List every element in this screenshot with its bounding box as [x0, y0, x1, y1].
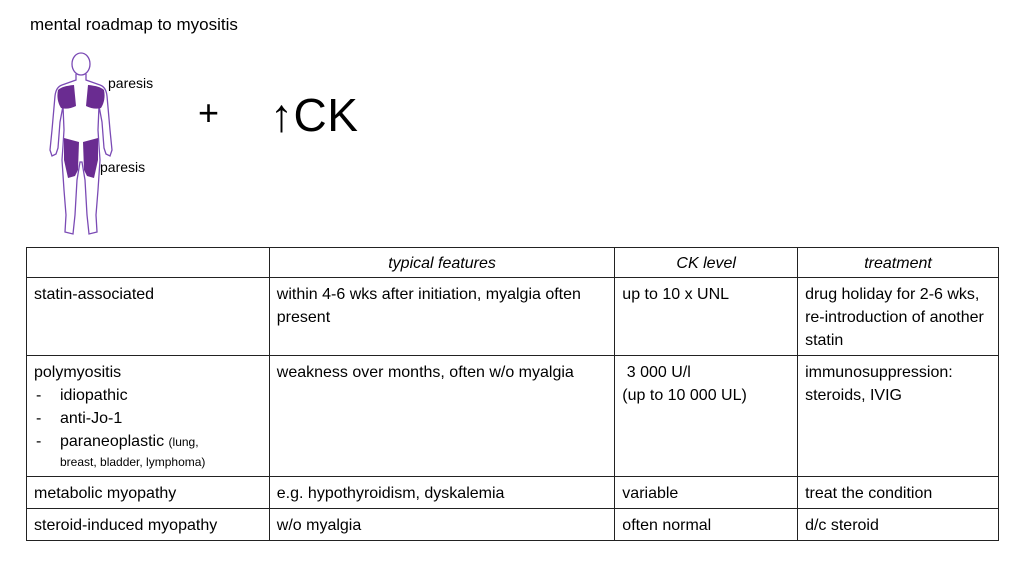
cell-treatment: d/c steroid: [798, 509, 999, 541]
paresis-label-upper: paresis: [108, 75, 154, 91]
slide-title: mental roadmap to myositis: [30, 15, 238, 34]
human-body-figure: [46, 50, 116, 240]
cell-ck: up to 10 x UNL: [615, 278, 798, 356]
header-treatment: treatment: [798, 248, 999, 278]
list-item: - paraneoplastic (lung, breast, bladder, lymphoma): [36, 433, 206, 469]
plus-sign: +: [198, 92, 220, 133]
cell-features: within 4-6 wks after initiation, myalgia often present: [269, 278, 615, 356]
cell-condition: metabolic myopathy: [27, 477, 270, 509]
cell-treatment: drug holiday for 2-6 wks, re-introduction of another statin: [798, 278, 999, 356]
cell-ck: 3 000 U/l (up to 10 000 UL): [615, 356, 798, 477]
ck-elevated-label: ↑CK: [270, 89, 359, 141]
list-item: - idiopathic: [36, 387, 128, 404]
table-header-row: [27, 248, 999, 278]
thigh-muscle-left: [64, 138, 79, 178]
header-empty: [27, 248, 270, 278]
cell-treatment: treat the condition: [798, 477, 999, 509]
cell-treatment: immunosuppression: steroids, IVIG: [798, 356, 999, 477]
header-ck-level: CK level: [615, 248, 798, 278]
cell-features: w/o myalgia: [269, 509, 615, 541]
condition-name: polymyositis: [34, 364, 122, 381]
body-outline-icon: [46, 50, 116, 240]
table-row: [27, 509, 999, 541]
shoulder-muscle-right: [86, 85, 105, 109]
shoulder-muscle-left: [57, 85, 76, 109]
table-row: [27, 356, 999, 477]
cell-condition: steroid-induced myopathy: [27, 509, 270, 541]
table-row: [27, 278, 999, 356]
table-row: [27, 477, 999, 509]
subtype-list: [34, 384, 262, 470]
cell-condition: [27, 356, 270, 477]
cell-ck: often normal: [615, 509, 798, 541]
cell-features: weakness over months, often w/o myalgia: [269, 356, 615, 477]
myositis-table: [26, 247, 999, 541]
header-typical-features: typical features: [269, 248, 615, 278]
list-item: - anti-Jo-1: [36, 410, 123, 427]
thigh-muscle-right: [83, 138, 98, 178]
cell-condition: statin-associated: [27, 278, 270, 356]
cell-ck: variable: [615, 477, 798, 509]
paresis-label-lower: paresis: [100, 159, 146, 175]
cell-features: e.g. hypothyroidism, dyskalemia: [269, 477, 615, 509]
